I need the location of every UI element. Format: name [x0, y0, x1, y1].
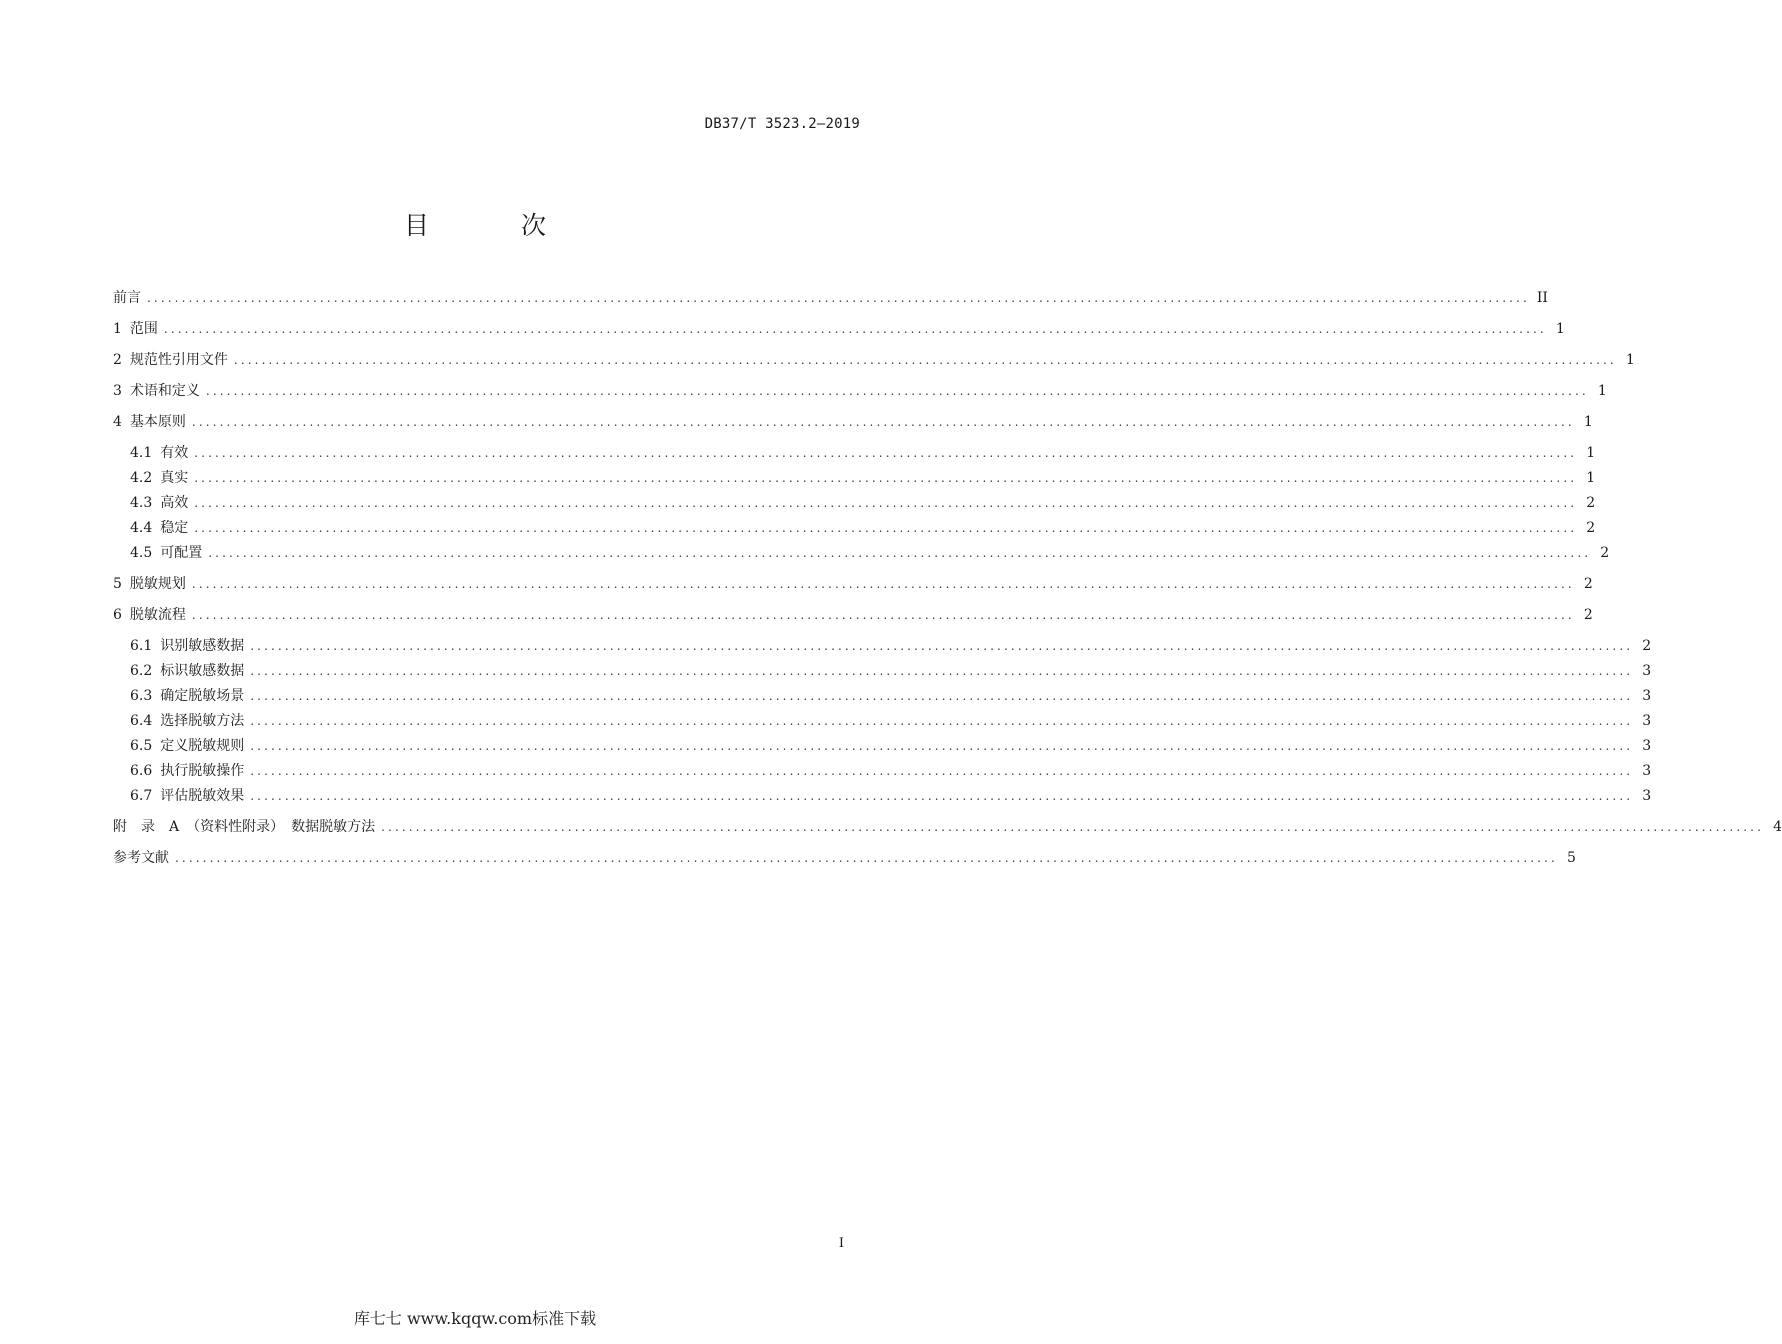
toc-entry-page: 3 — [1642, 713, 1652, 729]
toc-entry[interactable] — [130, 468, 1596, 488]
toc-entry[interactable] — [113, 350, 1635, 370]
toc-entry-number: 2 — [113, 352, 122, 368]
document-code: DB37/T 3523.2—2019 — [704, 116, 860, 132]
toc-entry-page: 4 — [1773, 819, 1782, 835]
toc-dot-leader: ........................................................................................................................................................................................................ — [250, 764, 1634, 778]
toc-entry-page: 3 — [1642, 663, 1652, 679]
toc-entry-page: 1 — [1597, 383, 1607, 399]
toc-entry-label: 确定脱敏场景 — [160, 688, 245, 704]
toc-entry[interactable] — [113, 574, 1593, 594]
toc-entry-page: 3 — [1642, 788, 1652, 804]
toc-entry[interactable] — [130, 661, 1652, 681]
toc-entry-label: 标识敏感数据 — [160, 663, 245, 679]
toc-entry[interactable] — [130, 443, 1596, 463]
toc-dot-leader: ........................................................................................................................................................................................................ — [381, 820, 1764, 834]
toc-entry-page: 1 — [1555, 321, 1565, 337]
toc-entry-number: 4.2 — [130, 470, 153, 486]
toc-entry[interactable] — [130, 711, 1652, 731]
toc-entry-number: 4.3 — [130, 495, 153, 511]
toc-entry-number: 6.1 — [130, 638, 153, 654]
toc-entry-label: 高效 — [160, 495, 189, 511]
toc-entry-label: 附 录 A （资料性附录） 数据脱敏方法 — [113, 819, 376, 835]
toc-entry-page: 2 — [1600, 545, 1610, 561]
toc-entry[interactable] — [130, 636, 1652, 656]
toc-entry-number: 4.1 — [130, 445, 153, 461]
toc-entry[interactable] — [130, 543, 1610, 563]
toc-entry-number: 6 — [113, 607, 122, 623]
toc-entry-label: 识别敏感数据 — [160, 638, 245, 654]
toc-dot-leader: ........................................................................................................................................................................................................ — [250, 789, 1634, 803]
toc-entry-label: 参考文献 — [113, 850, 169, 866]
toc-entry-number: 5 — [113, 576, 122, 592]
toc-dot-leader: ........................................................................................................................................................................................................ — [175, 851, 1558, 865]
toc-entry-number: 6.7 — [130, 788, 153, 804]
toc-entry-page: 5 — [1566, 850, 1576, 866]
toc-dot-leader: ........................................................................................................................................................................................................ — [205, 384, 1589, 398]
toc-entry-number: 4.5 — [130, 545, 153, 561]
toc-dot-leader: ........................................................................................................................................................................................................ — [233, 353, 1617, 367]
toc-entry-page: II — [1536, 290, 1548, 306]
toc-entry-page: 1 — [1586, 445, 1596, 461]
toc-entry-page: 2 — [1586, 520, 1596, 536]
toc-dot-leader: ........................................................................................................................................................................................................ — [191, 577, 1575, 591]
toc-entry-number: 4.4 — [130, 520, 153, 536]
toc-entry-page: 2 — [1583, 576, 1593, 592]
toc-dot-leader: ........................................................................................................................................................................................................ — [194, 496, 1578, 510]
toc-entry[interactable] — [113, 381, 1607, 401]
toc-entry-label: 评估脱敏效果 — [160, 788, 245, 804]
toc-entry[interactable] — [130, 686, 1652, 706]
toc-entry-label: 脱敏流程 — [129, 607, 186, 623]
toc-entry-number: 3 — [113, 383, 122, 399]
toc-entry-label: 稳定 — [160, 520, 189, 536]
toc-entry-label: 术语和定义 — [129, 383, 200, 399]
toc-entry[interactable] — [113, 319, 1565, 339]
toc-entry-label: 有效 — [160, 445, 189, 461]
toc-dot-leader: ........................................................................................................................................................................................................ — [163, 322, 1547, 336]
toc-entry-label: 定义脱敏规则 — [160, 738, 245, 754]
toc-entry-number: 1 — [113, 321, 122, 337]
toc-dot-leader: ........................................................................................................................................................................................................ — [191, 608, 1575, 622]
toc-dot-leader: ........................................................................................................................................................................................................ — [250, 739, 1634, 753]
toc-entry-number: 6.4 — [130, 713, 153, 729]
toc-entry-page: 2 — [1642, 638, 1652, 654]
toc-entry-label: 可配置 — [160, 545, 203, 561]
toc-entry-label: 脱敏规划 — [129, 576, 186, 592]
footer-watermark: 库七七 www.kqqw.com标准下载 — [353, 1309, 597, 1328]
toc-entry-page: 1 — [1586, 470, 1596, 486]
toc-entry-page: 1 — [1625, 352, 1635, 368]
toc-dot-leader: ........................................................................................................................................................................................................ — [191, 415, 1575, 429]
toc-entry-number: 6.2 — [130, 663, 153, 679]
toc-entry-page: 2 — [1586, 495, 1596, 511]
toc-entry-number: 6.3 — [130, 688, 153, 704]
toc-dot-leader: ........................................................................................................................................................................................................ — [194, 471, 1578, 485]
toc-entry[interactable] — [130, 493, 1596, 513]
toc-entry-number: 4 — [113, 414, 122, 430]
toc-entry-page: 2 — [1583, 607, 1593, 623]
toc-entry-page: 1 — [1583, 414, 1593, 430]
toc-dot-leader: ........................................................................................................................................................................................................ — [208, 546, 1592, 560]
toc-dot-leader: ........................................................................................................................................................................................................ — [250, 664, 1634, 678]
toc-entry-label: 规范性引用文件 — [129, 352, 228, 368]
toc-entry-label: 选择脱敏方法 — [160, 713, 245, 729]
toc-entry-page: 3 — [1642, 688, 1652, 704]
toc-entry-page: 3 — [1642, 763, 1652, 779]
toc-entry[interactable] — [113, 848, 1576, 868]
toc-entry[interactable] — [113, 817, 1782, 837]
toc-entry[interactable] — [130, 786, 1652, 806]
page-number: I — [838, 1236, 844, 1251]
toc-entry-label: 执行脱敏操作 — [160, 763, 245, 779]
toc-entry[interactable] — [130, 761, 1652, 781]
toc-dot-leader: ........................................................................................................................................................................................................ — [147, 291, 1530, 305]
toc-entry-label: 范围 — [129, 321, 158, 337]
toc-entry[interactable] — [113, 412, 1593, 432]
toc-entry-label: 前言 — [113, 290, 141, 306]
toc-entry[interactable] — [113, 288, 1548, 308]
toc-entry-label: 基本原则 — [129, 414, 186, 430]
page-title: 目 次 — [404, 211, 588, 240]
toc-dot-leader: ........................................................................................................................................................................................................ — [250, 714, 1634, 728]
toc-entry[interactable] — [130, 736, 1652, 756]
toc-dot-leader: ........................................................................................................................................................................................................ — [250, 689, 1634, 703]
toc-entry-number: 6.5 — [130, 738, 153, 754]
toc-dot-leader: ........................................................................................................................................................................................................ — [250, 639, 1634, 653]
toc-entry-number: 6.6 — [130, 763, 153, 779]
toc-entry-page: 3 — [1642, 738, 1652, 754]
toc-dot-leader: ........................................................................................................................................................................................................ — [194, 521, 1578, 535]
toc-entry-label: 真实 — [160, 470, 189, 486]
toc-dot-leader: ........................................................................................................................................................................................................ — [194, 446, 1578, 460]
toc-entry[interactable] — [130, 518, 1596, 538]
toc-entry[interactable] — [113, 605, 1593, 625]
